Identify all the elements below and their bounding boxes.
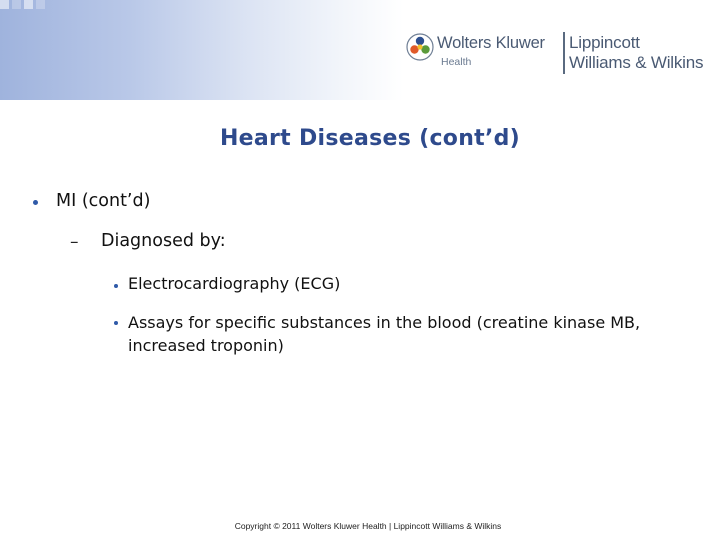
bullet-level1: MI (cont’d) xyxy=(56,191,151,211)
publisher-logo xyxy=(406,28,718,78)
logo-imprint-line2: Williams & Wilkins xyxy=(569,53,704,72)
bullet-dot-icon xyxy=(114,284,118,288)
logo-division: Health xyxy=(441,56,472,68)
slide-title: Heart Diseases (cont’d) xyxy=(219,126,521,151)
bullet-dot-icon xyxy=(33,200,38,205)
logo-imprint xyxy=(569,33,703,73)
logo-imprint-line1: Lippincott xyxy=(569,33,640,52)
copyright-footer: Copyright © 2011 Wolters Kluwer Health | Lippincott Williams & Wilkins xyxy=(234,521,502,531)
bullet-level2: Diagnosed by: xyxy=(101,231,226,251)
bullet-level3-item: Electrocardiography (ECG) xyxy=(128,274,341,293)
wolters-kluwer-logo-icon xyxy=(406,33,434,61)
bullet-level3-item: Assays for specific substances in the blood (creatine kinase MB, increased troponin) xyxy=(128,313,641,355)
logo-company-name: Wolters Kluwer xyxy=(437,34,545,52)
dash-bullet: – xyxy=(70,232,79,252)
decorative-squares xyxy=(0,0,48,9)
logo-divider xyxy=(563,32,565,74)
bullet-dot-icon xyxy=(114,321,118,325)
